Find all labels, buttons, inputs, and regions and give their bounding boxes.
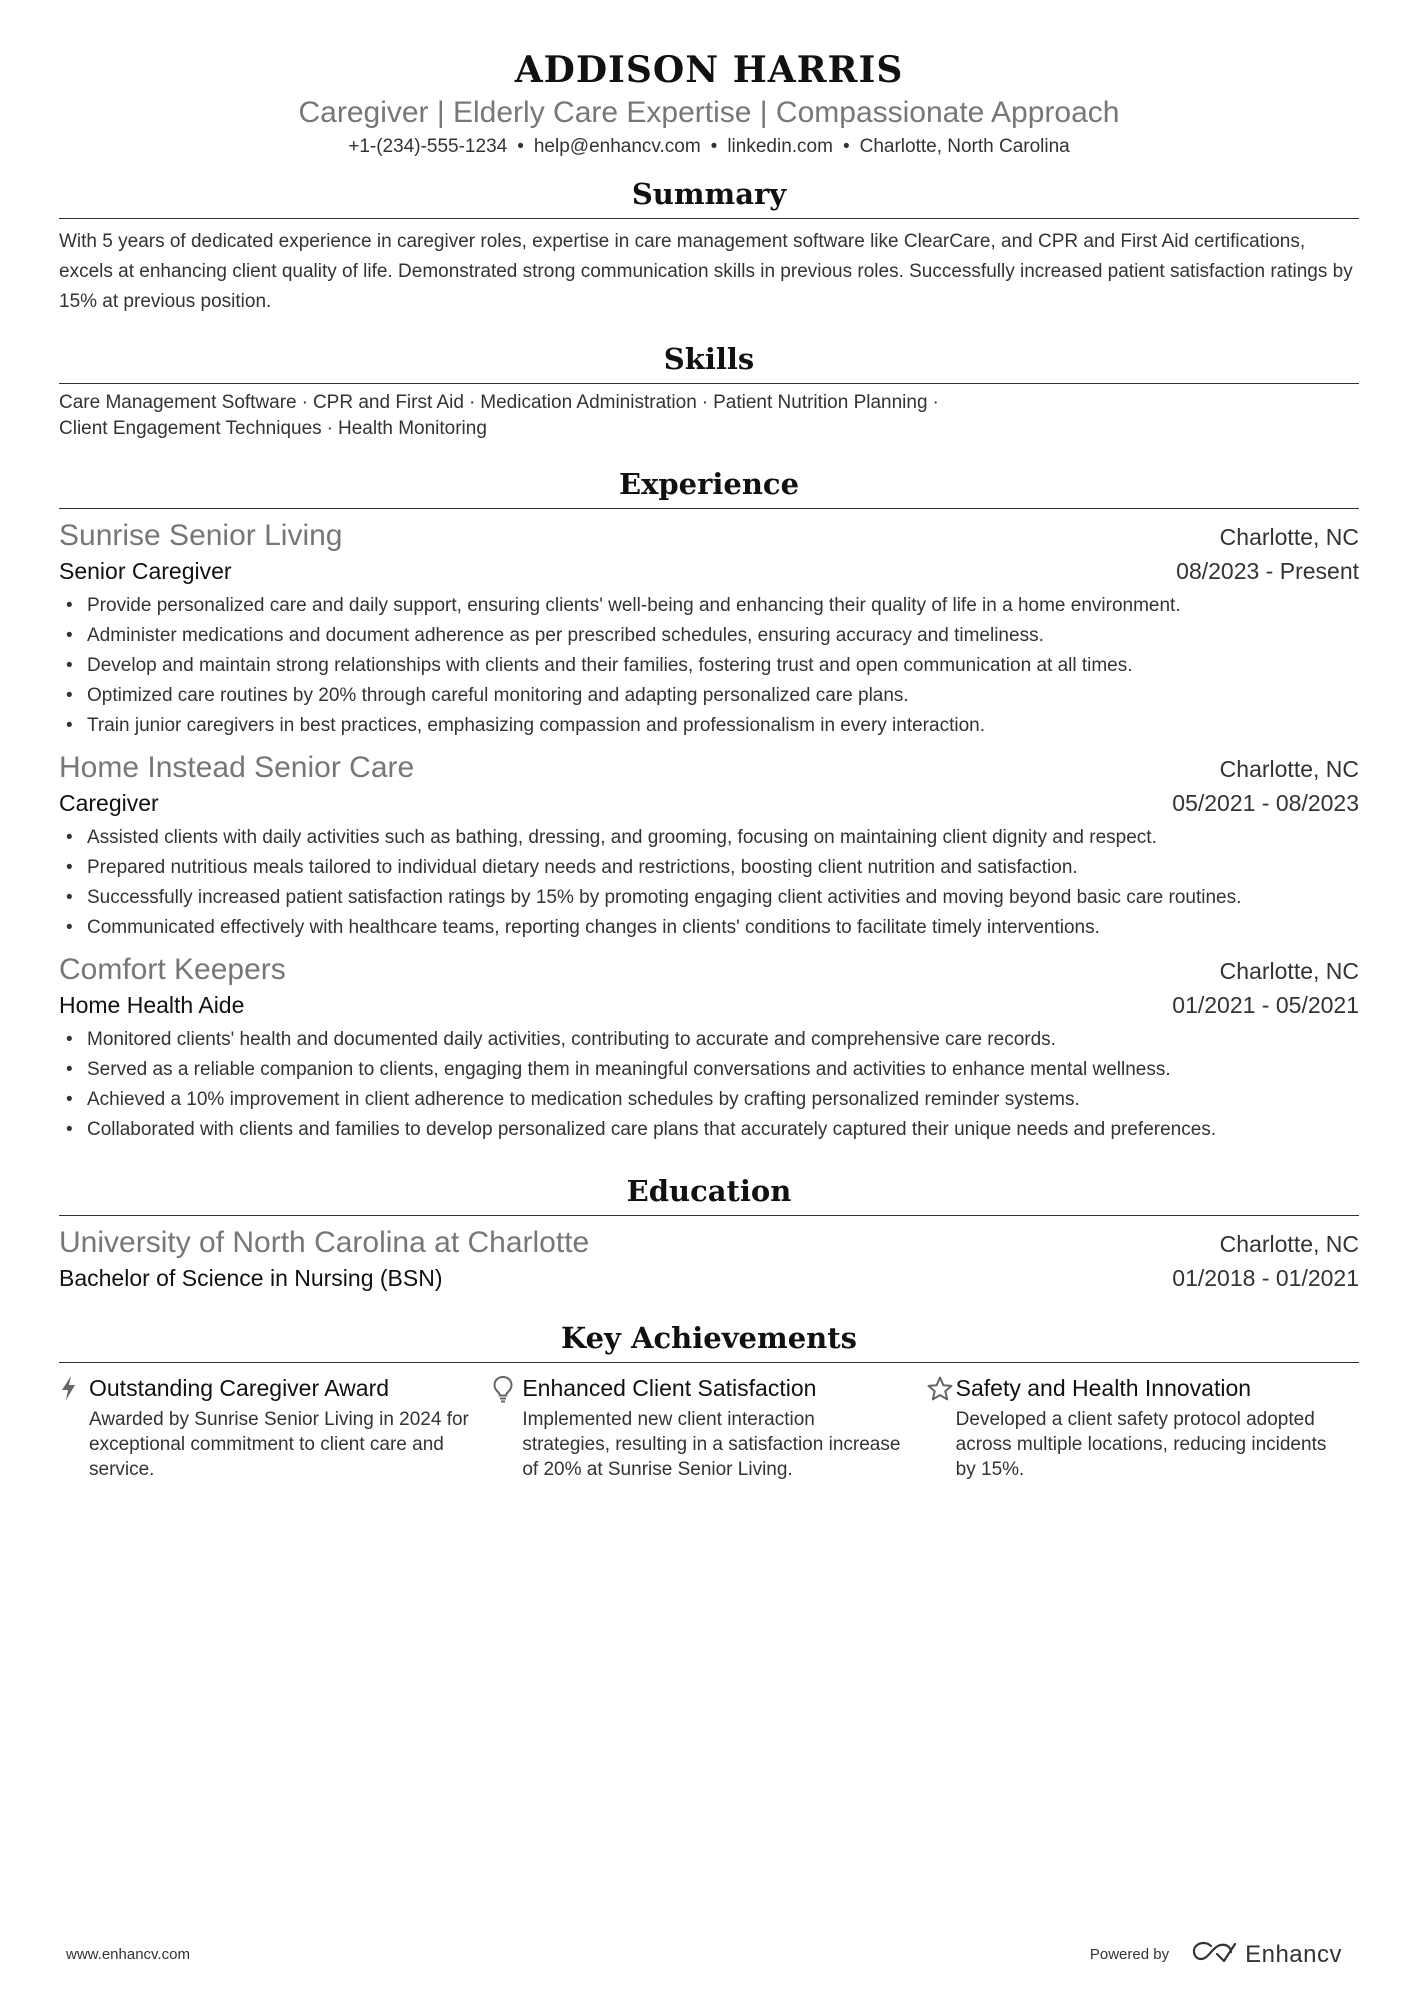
footer-url-link[interactable]: www.enhancv.com — [66, 1946, 190, 1963]
skill-separator: · — [326, 418, 333, 439]
contact-line — [59, 134, 1359, 160]
section-title-experience: Experience — [618, 467, 800, 501]
achievement-title: Enhanced Client Satisfaction — [522, 1375, 817, 1401]
candidate-name: ADDISON HARRIS — [514, 49, 904, 91]
job-bullet: • Train junior caregivers in best practices, emphasizing compassion and professionalism in every interaction. — [59, 711, 1359, 741]
job-bullet: • Monitored clients' health and documented daily activities, contributing to accurate and comprehensive care records. — [59, 1025, 1359, 1055]
job-bullet: • Achieved a 10% improvement in client adherence to medication schedules by crafting personalized reminder systems. — [59, 1085, 1359, 1115]
job-location: Charlotte, NC — [1219, 756, 1359, 782]
job-bullet: • Assisted clients with daily activities such as bathing, dressing, and grooming, focusing on maintaining client dignity and respect. — [59, 823, 1359, 853]
page-footer — [66, 1940, 1342, 1969]
job-dates: 05/2021 - 08/2023 — [1172, 790, 1359, 816]
resume-page — [59, 48, 1359, 1482]
skill-item: CPR and First Aid — [312, 392, 464, 413]
job-bullets — [59, 823, 1359, 943]
section-title-education: Education — [626, 1174, 792, 1208]
contact-separator: • — [842, 136, 850, 157]
company-name: Home Instead Senior Care — [59, 751, 415, 784]
company-name: Comfort Keepers — [59, 953, 286, 986]
skill-item: Care Management Software — [59, 392, 297, 413]
summary-text: With 5 years of dedicated experience in caregiver roles, expertise in care management software like ClearCare, and CPR and First Aid certifications, excels at enhancing client quality of life. Demonstrated strong communication skills in previous roles. Successfully increased patient satisfaction ratings by 15% at previous position. — [59, 231, 1353, 312]
skill-item: Medication Administration — [480, 392, 697, 413]
school-location: Charlotte, NC — [1219, 1231, 1359, 1257]
lightbulb-icon — [492, 1373, 522, 1482]
achievements-grid — [59, 1373, 1359, 1482]
job-entry — [59, 951, 1359, 1145]
achievement-title: Safety and Health Innovation — [955, 1375, 1252, 1401]
skill-item: Client Engagement Techniques — [59, 418, 322, 439]
achievement-description: Developed a client safety protocol adopted across multiple locations, reducing incidents by 15%. — [955, 1409, 1327, 1480]
skill-separator: · — [468, 392, 476, 413]
job-location: Charlotte, NC — [1219, 958, 1359, 984]
location-text: Charlotte, North Carolina — [859, 136, 1070, 157]
experience-section — [59, 464, 1359, 1145]
powered-by — [1090, 1940, 1342, 1969]
job-bullet: • Communicated effectively with healthcare teams, reporting changes in clients' conditions to facilitate timely interventions. — [59, 913, 1359, 943]
job-bullet: • Develop and maintain strong relationships with clients and their families, fostering trust and open communication at all times. — [59, 651, 1359, 681]
education-entry — [59, 1224, 1359, 1294]
star-icon — [926, 1373, 956, 1482]
job-entry — [59, 749, 1359, 943]
enhancv-logo-icon — [1191, 1940, 1237, 1969]
achievement-description: Implemented new client interaction strategies, resulting in a satisfaction increase of 20% at Sunrise Senior Living. — [522, 1409, 901, 1480]
powered-by-label: Powered by — [1089, 1946, 1170, 1963]
job-bullets — [59, 1025, 1359, 1145]
job-location: Charlotte, NC — [1219, 524, 1359, 550]
achievement-description: Awarded by Sunrise Senior Living in 2024 for exceptional commitment to client care and service. — [89, 1409, 469, 1480]
resume-header — [59, 48, 1359, 160]
section-divider — [59, 383, 1359, 384]
phone-number: +1-(234)-555-1234 — [348, 136, 508, 157]
job-bullet: • Served as a reliable companion to clients, engaging them in meaningful conversations and activities to enhance mental wellness. — [59, 1055, 1359, 1085]
skill-separator: · — [301, 392, 308, 413]
section-title-achievements: Key Achievements — [561, 1321, 857, 1355]
achievement-title: Outstanding Caregiver Award — [89, 1375, 390, 1401]
contact-separator: • — [517, 136, 524, 157]
section-divider — [59, 1215, 1359, 1216]
contact-separator: • — [710, 136, 718, 157]
job-title: Senior Caregiver — [59, 558, 232, 584]
brand-name: Enhancv — [1245, 1940, 1342, 1968]
job-bullet: • Prepared nutritious meals tailored to individual dietary needs and restrictions, boosting client nutrition and satisfaction. — [59, 853, 1359, 883]
skill-separator: · — [932, 392, 939, 413]
achievement-item — [492, 1373, 925, 1482]
company-name: Sunrise Senior Living — [59, 519, 343, 552]
job-bullet: • Successfully increased patient satisfaction ratings by 15% by promoting engaging client activities and moving beyond basic care routines. — [59, 883, 1359, 913]
school-name: University of North Carolina at Charlotte — [59, 1226, 590, 1259]
skills-section — [59, 339, 1359, 442]
skill-item: Health Monitoring — [338, 418, 487, 439]
achievement-item — [59, 1373, 492, 1482]
job-title: Home Health Aide — [59, 992, 245, 1018]
job-entry — [59, 517, 1359, 741]
lightning-icon — [59, 1373, 89, 1482]
job-title: Caregiver — [59, 790, 159, 816]
section-title-summary: Summary — [631, 177, 787, 211]
achievement-item — [926, 1373, 1359, 1482]
skill-separator: · — [701, 392, 709, 413]
job-bullet: • Administer medications and document adherence as per prescribed schedules, ensuring accuracy and timeliness. — [59, 621, 1359, 651]
email-link[interactable]: help@enhancv.com — [533, 136, 701, 157]
section-title-skills: Skills — [663, 342, 755, 376]
job-bullet: • Provide personalized care and daily support, ensuring clients' well-being and enhancing their quality of life in a home environment. — [59, 591, 1359, 621]
linkedin-link[interactable]: linkedin.com — [727, 136, 833, 157]
section-divider — [59, 508, 1359, 509]
summary-section — [59, 174, 1359, 317]
achievements-section — [59, 1318, 1359, 1482]
job-bullets — [59, 591, 1359, 741]
skills-list — [59, 390, 1359, 442]
education-section — [59, 1171, 1359, 1294]
candidate-tagline: Caregiver | Elderly Care Expertise | Compassionate Approach — [298, 96, 1120, 129]
job-dates: 01/2021 - 05/2021 — [1172, 992, 1359, 1018]
section-divider — [59, 218, 1359, 219]
degree-name: Bachelor of Science in Nursing (BSN) — [59, 1265, 443, 1291]
section-divider — [59, 1362, 1359, 1363]
job-bullet: • Optimized care routines by 20% through careful monitoring and adapting personalized care plans. — [59, 681, 1359, 711]
skill-item: Patient Nutrition Planning — [713, 392, 928, 413]
job-bullet: • Collaborated with clients and families to develop personalized care plans that accurately captured their unique needs and preferences. — [59, 1115, 1359, 1145]
job-dates: 08/2023 - Present — [1176, 558, 1359, 584]
education-dates: 01/2018 - 01/2021 — [1172, 1265, 1359, 1291]
